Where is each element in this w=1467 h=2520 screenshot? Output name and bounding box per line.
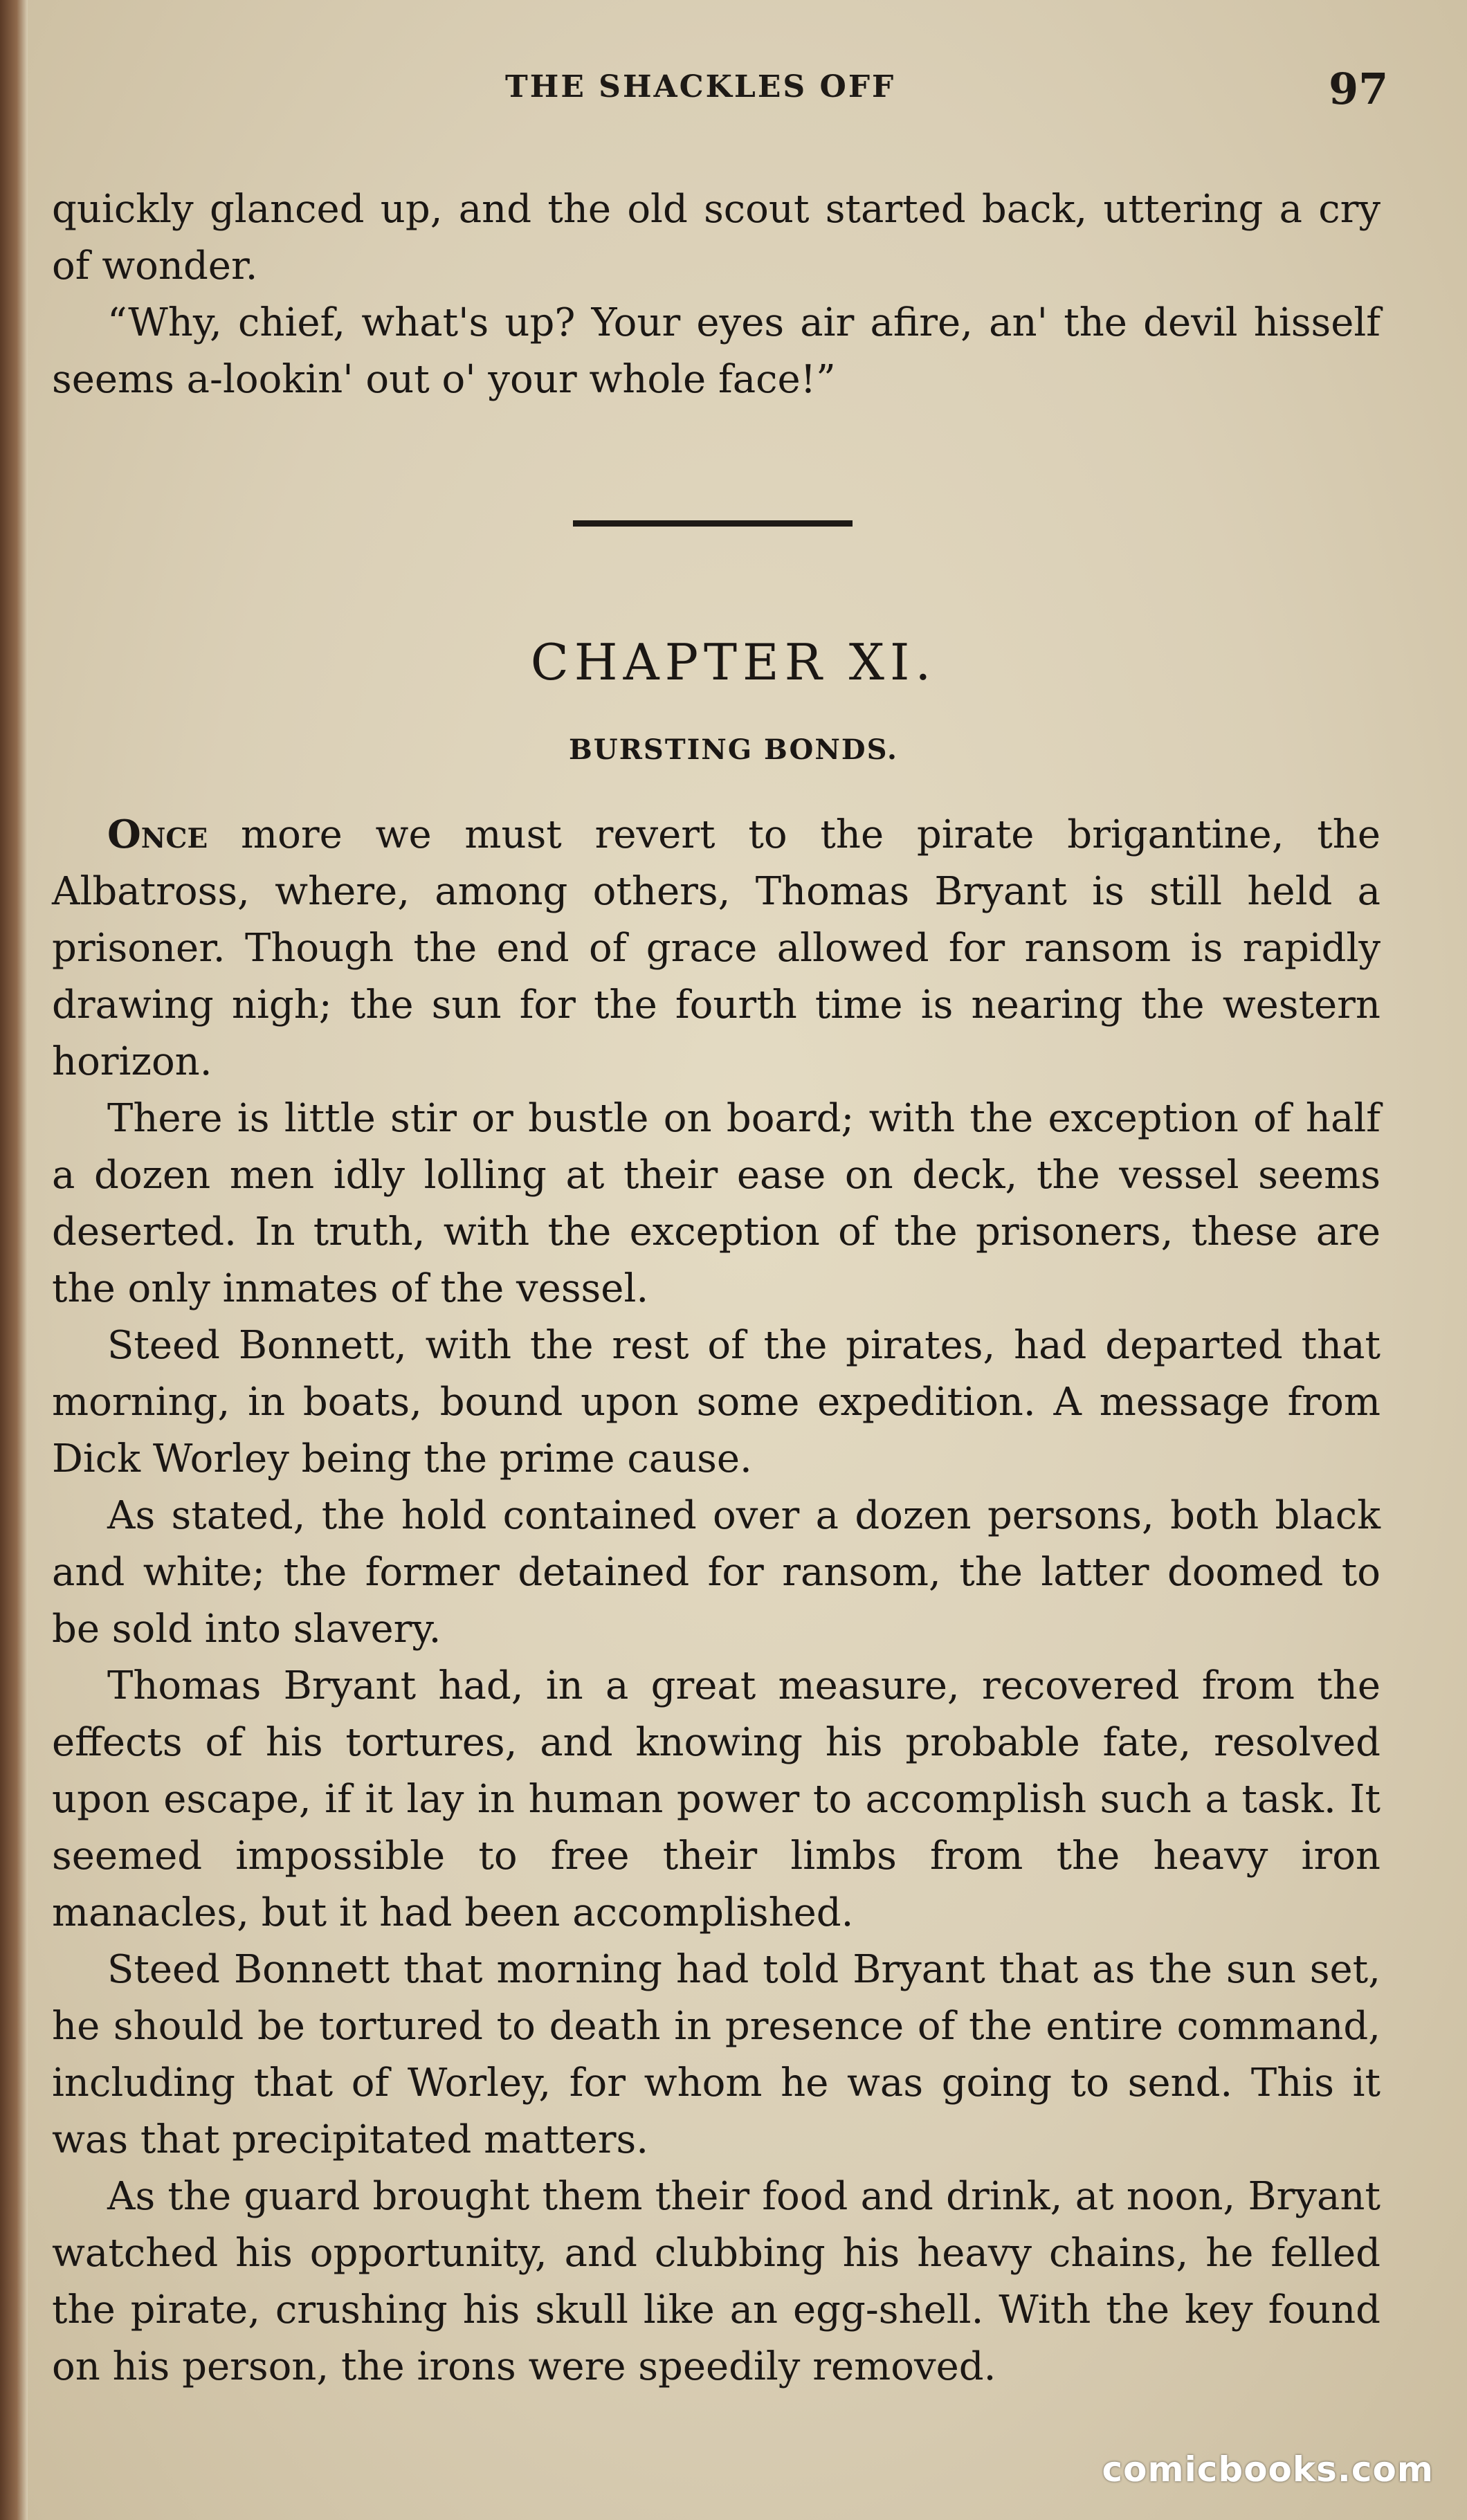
paragraph: Thomas Bryant had, in a great measure, recovered from the effects of his tortures, and knowing his probable fate, resolved upon escape, if it lay in human power to accomplish such a task. It seemed impossible to free their limbs from the heavy iron manacles, but it had been accomplished. bbox=[52, 1663, 1381, 1935]
paragraph bbox=[52, 806, 1381, 1090]
page-edge-shadow bbox=[0, 0, 28, 2520]
page-header bbox=[0, 64, 1467, 125]
paragraph: As the guard brought them their food and drink, at noon, Bryant watched his opportunity, and clubbing his heavy chains, he felled the pirate, crushing his skull like an egg-shell. With the key found on his person, the irons were speedily removed. bbox=[52, 2174, 1381, 2389]
running-head: THE SHACKLES OFF bbox=[505, 69, 896, 104]
lead-word: Once bbox=[107, 812, 208, 857]
chapter-subtitle: BURSTING BONDS. bbox=[569, 733, 898, 766]
paragraph: quickly glanced up, and the old scout started back, uttering a cry of wonder. bbox=[52, 187, 1381, 289]
chapter-ending-text bbox=[52, 181, 1381, 408]
paragraph: There is little stir or bustle on board; with the exception of half a dozen men idly lolling at their ease on deck, the vessel seems deserted. In truth, with the exception of the prisoners, these are the only inmates of the vessel. bbox=[52, 1096, 1381, 1311]
paragraph: “Why, chief, what's up? Your eyes air afire, an' the devil hisself seems a-lookin' out o' your whole face!” bbox=[52, 300, 1381, 402]
chapter-title: CHAPTER XI. bbox=[530, 633, 937, 691]
page-number: 97 bbox=[1329, 64, 1389, 114]
paragraph-text: more we must revert to the pirate brigantine, the Albatross, where, among others, Thomas Bryant is still held a prisoner. Though the end of grace allowed for ransom is rapidly drawing nigh; the sun for the fourth time is nearing the western horizon. bbox=[52, 812, 1381, 1084]
paragraph: Steed Bonnett, with the rest of the pirates, had departed that morning, in boats, bound upon some expedition. A message from Dick Worley being the prime cause. bbox=[52, 1323, 1381, 1481]
section-divider bbox=[573, 520, 853, 527]
chapter-body bbox=[52, 806, 1381, 2395]
watermark: comicbooks.com bbox=[1102, 2449, 1434, 2490]
paragraph: As stated, the hold contained over a dozen persons, both black and white; the former detained for ransom, the latter doomed to be sold into slavery. bbox=[52, 1493, 1381, 1652]
paragraph: Steed Bonnett that morning had told Bryant that as the sun set, he should be tortured to death in presence of the entire command, including that of Worley, for whom he was going to send. This it was that precipitated matters. bbox=[52, 1947, 1381, 2162]
